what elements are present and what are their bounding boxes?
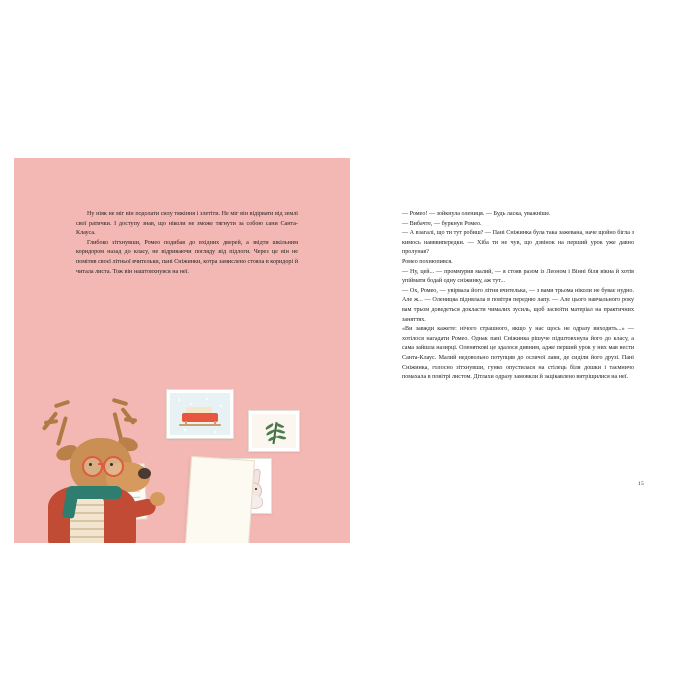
paragraph: — А взагалі, що ти тут робиш? — Пані Сніжинка була така зажевана, наче щойно бігла з кимось навввипередки. — Хіба ти не чув, що дзвінок на перший урок уже давно пролунав? [402,230,634,256]
paragraph: — Вибачте, — буркнув Ромео. [402,220,482,227]
left-page [14,158,350,543]
paragraph: Глибоко зітхнувши, Ромео подибав до вхідних дверей, а звідти шкільним коридором назад до класу, не відриваючи погляду від підлоги. Через це він не помітив своєї літньої вчительки, пані Сніжинки, котра замислено стояла в коридорі й читала листа. Тож він наштовхнувся на неї. [76,239,298,275]
page-number: 15 [638,481,644,487]
framed-sled-picture [166,389,234,439]
letter-sheet [185,456,255,543]
deer-character [40,394,200,543]
right-page-text [402,210,634,383]
paragraph: «Ви завжди кажете: нічого страшного, якщо у нас щось не одразу виходить...» — хотілося нагадати Ромео. Однак пані Сніжинка рішуче підштовхнула його до класу, а сама зайшла назирці. Оленяткові це здалося дивним, адже перший урок у них мав вести Санта-Клаус. Малий недовольно потупцяв до ослячої лави, де сиділи його друзі. Пані Сніжинка, голосно зітхнувши, гунко опустилася на стілець біля дошки і таємничо помахала в повітрі листом. Дітлахи одразу замовкли й зацікавлено витріщилися на неї. [402,326,634,381]
framed-rabbit-picture [226,458,272,514]
paragraph: — Ох, Ромео, — увірвала його літня вчителька, — з вами трьома ніколи не буває нудно. Але ж... — Оленицяа піднялала в повітря передню лапу. — Але цього навчального року вам трьом доведеться докласти чималих зусиль, щоб засвоїти матеріал на практичних заняттях. [402,287,634,323]
note-card [117,463,148,520]
book-spread [14,158,686,543]
paragraph: — Ромео! — зойкнула олениця. — Будь ласка, уважніше. [402,211,551,217]
paragraph: Ромео похнюпився. [402,258,453,265]
left-page-text [76,210,298,277]
paragraph: Ну ніяк не міг він подолати силу тяжіння і злетіти. Не міг він відірвати від землі свої ратички. І доступу знав, що ніколи не зможе тягнути за собою сани Санта-Клауса. [76,211,298,237]
framed-fern-picture [248,410,300,452]
right-page [350,158,686,543]
paragraph: — Ну, цей... — проммурив малий, — я стояв разом із Леоном і Вінні біля вікна й хотів упіймати бодай одну сніжинку, аж тут... [402,268,634,285]
